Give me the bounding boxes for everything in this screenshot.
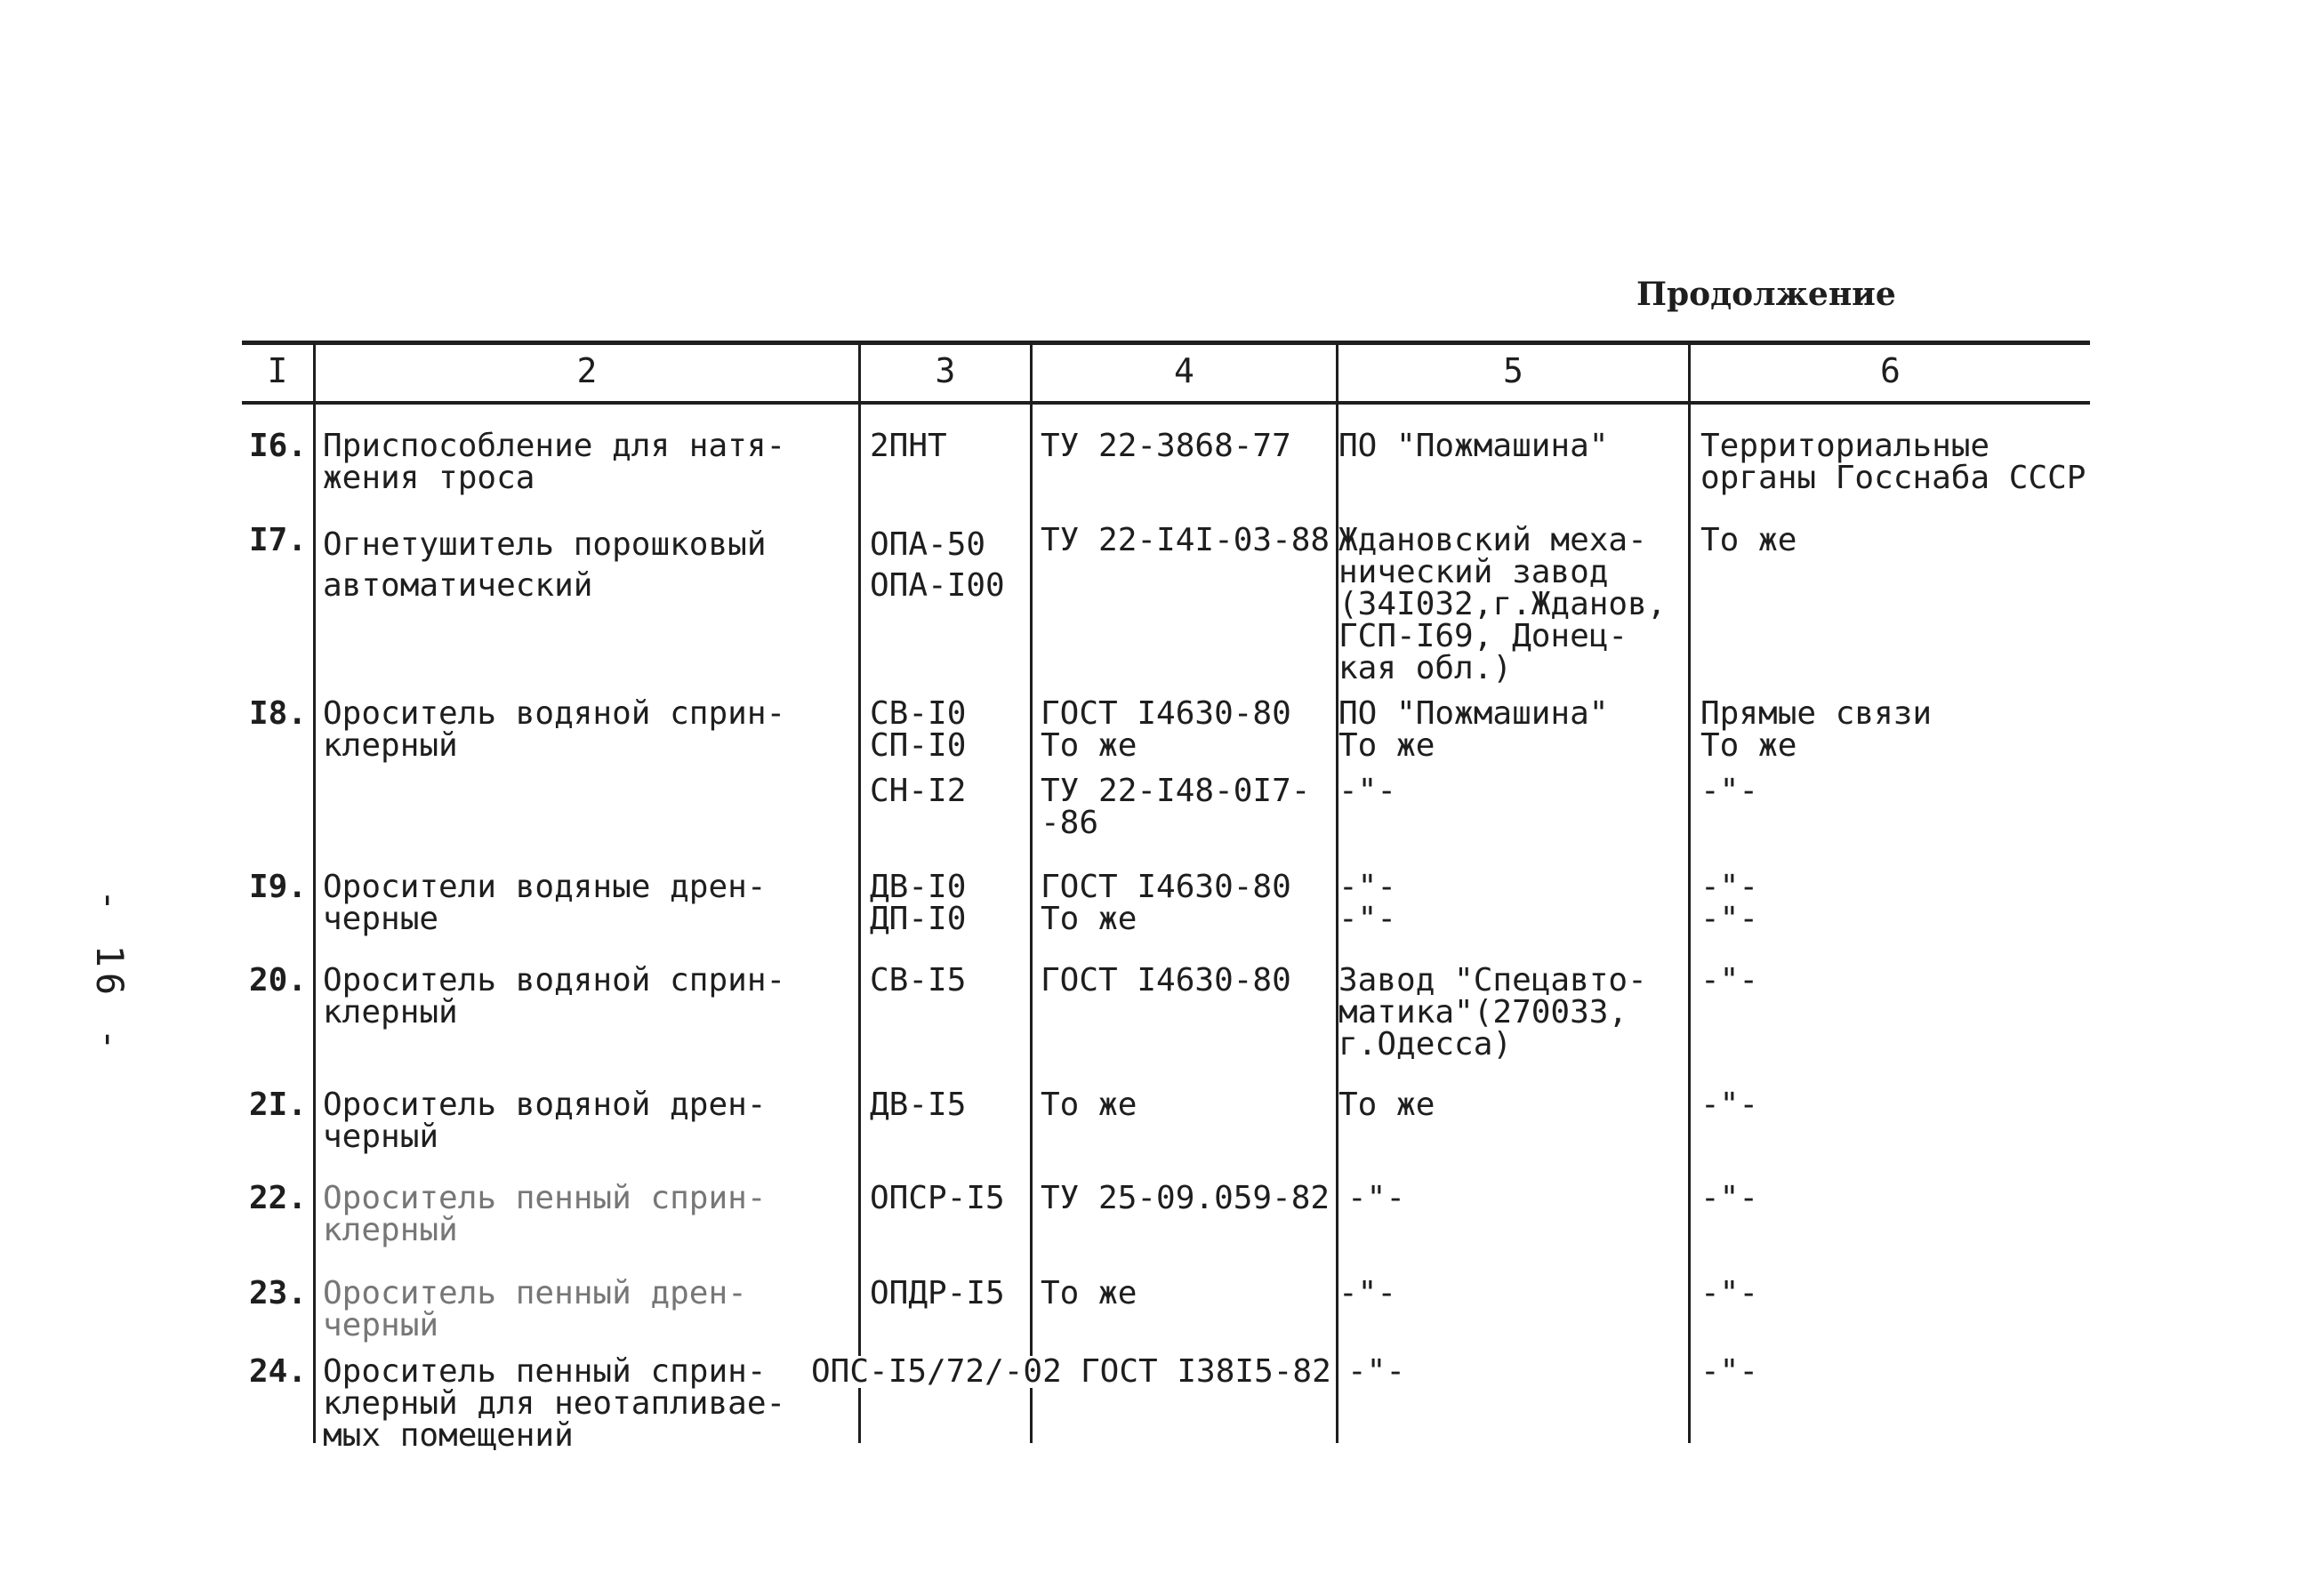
item-standard: ГОСТ I4630-80 То же	[1041, 695, 1291, 764]
item-supplier: Прямые связи То же	[1700, 695, 1933, 764]
item-name: Ороситель водяной сприн- клерный	[323, 962, 786, 1031]
item-standard: ТУ 22-I48-0I7- -86	[1041, 773, 1311, 841]
item-model: ОПДР-I5	[870, 1275, 1005, 1311]
item-supplier: Территориальные органы Госснаба СССР	[1700, 428, 2086, 496]
column-divider	[858, 341, 861, 1443]
item-name: Ороситель пенный сприн- клерный	[323, 1180, 767, 1248]
item-model: ДВ-I5	[870, 1087, 967, 1123]
row-number: I8.	[248, 695, 307, 732]
item-model: СН-I2	[870, 773, 967, 809]
row-number: I6.	[248, 428, 307, 464]
item-standard: ГОСТ I4630-80	[1041, 962, 1291, 999]
item-supplier: -"-	[1700, 1275, 1759, 1311]
continuation-label: Продолжение	[1636, 276, 1896, 313]
item-standard: То же	[1041, 1087, 1137, 1123]
header-col-3: 3	[935, 351, 956, 390]
item-name: Ороситель пенный сприн- клерный для неотапливае- мых помещений	[323, 1353, 786, 1454]
item-model: ОПС-I5/72/-02	[811, 1356, 1067, 1388]
item-standard: ГОСТ I4630-80 То же	[1041, 869, 1291, 937]
row-number: I7.	[248, 522, 307, 558]
row-number: I9.	[248, 869, 307, 905]
row-number: 20.	[248, 962, 307, 999]
item-manufacturer: Завод "Спецавто- матика"(270033, г.Одесса)	[1338, 962, 1647, 1063]
item-manufacturer: -"-	[1338, 773, 1397, 809]
column-divider	[1688, 341, 1691, 1443]
item-supplier: То же	[1700, 522, 1797, 558]
item-model: ОПСР-I5	[870, 1180, 1005, 1216]
item-manufacturer: -"-	[1347, 1353, 1406, 1390]
item-manufacturer: -"-	[1347, 1180, 1406, 1216]
item-standard: ТУ 25-09.059-82	[1041, 1180, 1330, 1216]
item-supplier: -"-	[1700, 773, 1759, 809]
header-bottom-rule	[242, 401, 2090, 405]
item-supplier: -"-	[1700, 1353, 1759, 1390]
item-name: Оросители водяные дрен- черные	[323, 869, 767, 937]
row-number: 24.	[248, 1353, 307, 1390]
row-number: 23.	[248, 1275, 307, 1311]
row-number: 22.	[248, 1180, 307, 1216]
item-supplier: -"- -"-	[1700, 869, 1759, 937]
item-model: 2ПНТ	[870, 428, 947, 464]
header-col-5: 5	[1503, 351, 1523, 390]
column-divider	[313, 341, 316, 1443]
column-divider	[1030, 341, 1033, 1443]
item-model: ОПА-50 ОПА-I00	[870, 526, 1005, 604]
item-supplier: -"-	[1700, 962, 1759, 999]
item-name: Ороситель пенный дрен- черный	[323, 1275, 747, 1343]
item-manufacturer: Ждановский меха- нический завод (34I032,г.Жданов, ГСП-I69, Донец- кая обл.)	[1338, 522, 1667, 686]
item-standard: То же	[1041, 1275, 1137, 1311]
item-name: Приспособление для натя- жения троса	[323, 428, 786, 496]
header-col-2: 2	[576, 351, 598, 390]
item-standard: ГОСТ I38I5-82	[1081, 1353, 1331, 1390]
item-supplier: -"-	[1700, 1180, 1759, 1216]
item-name: Ороситель водяной сприн- клерный	[323, 695, 786, 764]
item-name: Ороситель водяной дрен- черный	[323, 1087, 767, 1155]
page-number: - 16 -	[88, 889, 132, 1056]
row-number: 2I.	[248, 1087, 307, 1123]
item-standard: ТУ 22-3868-77	[1041, 428, 1291, 464]
item-supplier: -"-	[1700, 1087, 1759, 1123]
item-model: СВ-I5	[870, 962, 967, 999]
item-manufacturer: ПО "Пожмашина"	[1338, 428, 1609, 464]
item-model: ДВ-I0 ДП-I0	[870, 869, 967, 937]
item-standard: ТУ 22-I4I-03-88	[1041, 522, 1330, 558]
item-manufacturer: То же	[1338, 1087, 1435, 1123]
header-col-6: 6	[1880, 351, 1901, 390]
header-col-1: I	[267, 351, 288, 390]
item-manufacturer: ПО "Пожмашина" То же	[1338, 695, 1609, 764]
item-name: Огнетушитель порошковый автоматический	[323, 526, 767, 604]
item-manufacturer: -"- -"-	[1338, 869, 1397, 937]
item-manufacturer: -"-	[1338, 1275, 1397, 1311]
item-model: СВ-I0 СП-I0	[870, 695, 967, 764]
header-col-4: 4	[1174, 351, 1194, 390]
